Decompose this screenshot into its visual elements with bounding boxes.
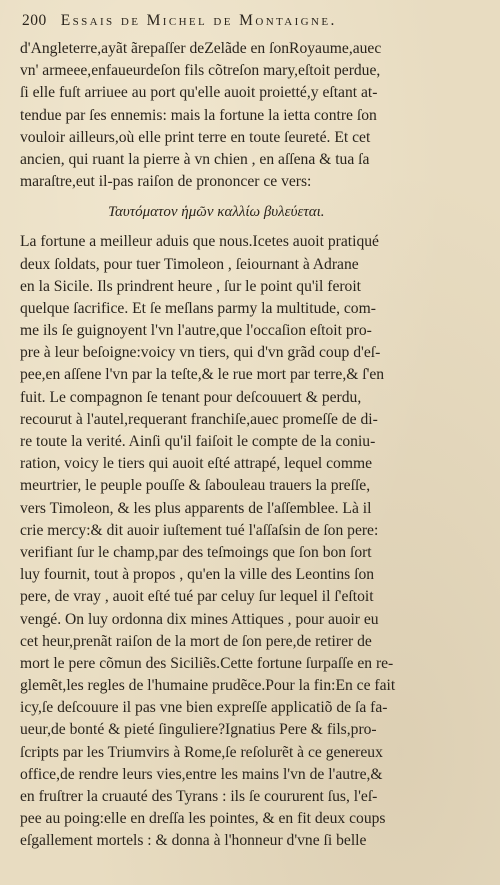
text-line: meurtrier, le peuple pouſſe & ſabouleau trauers la preſſe,: [20, 477, 371, 495]
text-line: tendue par ſes ennemis: mais la fortune la ietta contre ſon: [20, 106, 377, 124]
text-line: pee,en aſſene l'vn par la teſte,& le rue mort par terre,& ſ'en: [20, 366, 385, 384]
text-line: vengé. On luy ordonna dix mines Attiques , pour auoir eu: [20, 610, 379, 628]
text-line: d'Angleterre,ayãt ãrepaſſer deZelãde en ſonRoyaume,auec: [20, 40, 382, 57]
text-line: pre à leur beſoigne:voicy vn tiers, qui d'vn grãd coup d'eſ-: [20, 344, 381, 362]
text-line: vn' armeee,enfaueurdeſon fils cõtreſon mary,eſtoit perdue,: [20, 62, 381, 80]
text-line: verifiant ſur le champ,par des teſmoings que ſon bon ſort: [20, 543, 372, 561]
text-line: ſi elle fuſt arriuee au port qu'elle auoit proietté,y eſtant at-: [20, 84, 378, 102]
running-head: Essais de Michel de Montaigne.: [60, 12, 337, 29]
text-line: glemẽt,les regles de l'humaine prudẽce.Pour la fin:En ce fait: [20, 677, 396, 695]
text-line: ueur,de bonté & pieté ſinguliere?Ignatius Pere & fils,pro-: [20, 721, 377, 739]
page-number: 200: [22, 12, 47, 29]
text-line: recourut à l'autel,requerant franchiſe,auec promeſſe de di-: [20, 410, 378, 428]
text-line: en fruſtrer la cruauté des Tyrans : ils ſe coururent ſus, l'eſ-: [20, 788, 378, 805]
greek-quote: Ταυτόματον ἡμῶν καλλίω βυλεύεται.: [108, 204, 325, 221]
text-line: quelque ſacrifice. Et ſe meſlans parmy la multitude, com-: [20, 299, 376, 317]
text-line: pere, de vray , auoit eſté tué par celuy ſur lequel il ſ'eſtoit: [20, 588, 374, 606]
text-line: en la Sicile. Ils prindrent heure , ſur le point qu'il feroit: [20, 277, 362, 295]
text-line: re toute la verité. Ainſi qu'il faiſoit le compte de la coniu-: [20, 433, 376, 450]
text-line: mort le pere cõmun des Siciliẽs.Cette fortune ſurpaſſe en re-: [20, 654, 394, 672]
text-line: ration, voicy le tiers qui auoit eſté attrapé, lequel comme: [20, 455, 373, 473]
text-line: eſgallement mortels : & donna à l'honneur d'vne ſi belle: [20, 832, 367, 850]
text-line: vers Timoleon, & les plus apparents de l'aſſemblee. Là il: [20, 499, 372, 517]
text-line: icy,ſe deſcouure il pas vne bien expreſſe applicatiõ de ſa fa-: [20, 699, 388, 717]
text-line: crie mercy:& dit auoir iuſtement tué l'aſſaſsin de ſon pere:: [20, 521, 379, 539]
page-header: [22, 12, 482, 36]
text-line: ſcripts par les Triumvirs à Rome,ſe reſolurẽt à ce genereux: [20, 743, 383, 761]
text-line: ancien, qui ruant la pierre à vn chien , en aſſena & tua ſa: [20, 150, 370, 168]
text-line: deux ſoldats, pour tuer Timoleon , ſeiournant à Adrane: [20, 255, 359, 273]
text-block: [20, 38, 485, 853]
text-line: pee au poing:elle en dreſſa les pointes, & en fit deux coups: [20, 810, 386, 828]
text-line: cet heur,prenãt raiſon de la mort de ſon pere,de retirer de: [20, 632, 372, 650]
text-line: La fortune a meilleur aduis que nous.Icetes auoit pratiqué: [20, 233, 379, 251]
text-line: vouloir ailleurs,où elle print terre en toute ſeureté. Et cet: [20, 128, 371, 146]
text-line: luy fournit, tout à propos , qu'en la ville des Leontins ſon: [20, 566, 375, 584]
text-line: me ils ſe guignoyent l'vn l'autre,que l'occaſion eſtoit pro-: [20, 322, 372, 340]
text-line: fuit. Le compagnon ſe tenant pour deſcouuert & perdu,: [20, 388, 362, 406]
text-line: maraſtre,eut il-pas raiſon de prononcer ce vers:: [20, 173, 312, 191]
text-line: office,de rendre leurs vies,entre les mains l'vn de l'autre,&: [20, 765, 383, 783]
